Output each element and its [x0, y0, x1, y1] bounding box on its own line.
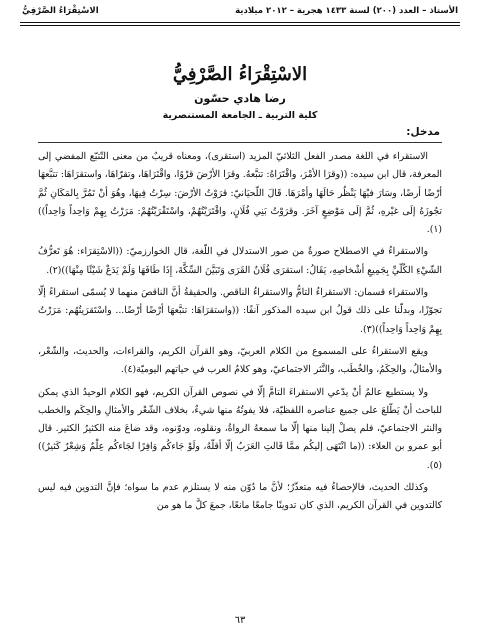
header-rule-thin [20, 25, 460, 26]
body-paragraph: والاستقراء قسمان: الاستقراءُ التامُّ والاستقراءُ الناقص. والحقيقةُ أنَّ الناقصَ منهما لا يُسمّى استقراءً إلّا تجوّزًا، وبدلّنا على ذلك قولُ ابن سيده المذكور آنفًا: ((واستقرَاهَا: تتبَّعهَا أرْضًا أرْضًا... واسْتَقرَيتُهُم: مَرَرْتُ بِهِمْ وَاحِداً وَاحِداً))(٣). [38, 287, 442, 335]
author-name: رضا هادي حسّون [194, 92, 286, 105]
running-header [22, 6, 458, 16]
body-paragraph: ولا يستطيع عالمٌ أنْ يدّعي الاستقراءَ التامَّ إلّا في نصوص القرآن الكريم، فهو الكلام الوحيدُ الذي يمكن للباحث أنْ يَطّلعَ على جميع عناصره اللفظيّة، فلا يفوتُهُ منها شيءٌ، بخلاف الشّعْر والأمثالِ والحِكَم والخطب والنثر الاجتماعيّ، فلم يصلْ إلينا منها إلّا ما سمعهُ الرواةُ، ونقلوه، ودوّنوه، وقد ضاعَ منه الكثيرُ الكثير. قال أبو عمرو بن العلاء: ((ما انْتَهَى إليكُم ممَّا قَالتِ العَرَبُ إلّا أقلّهُ، ولَوْ جَاءكُم وَافِرًا لجَاءكُم عِلْمٌ وَشِعْرٌ كَثيرٌ))(٥). [38, 386, 442, 471]
body-paragraph: الاستقراء في اللغة مصدر الفعل الثلاثيّ المزيد (استقرى)، ومعناه قريبٌ من معنى التّتبّع المفضي إلى المعرفة، قال ابن سيده: ((وقرَا الأمْرَ، واقْتَرَاهُ: تتبَّعهُ. وقرَا الأرْضَ قرْوًا، واقْتَرَاهَا، وتقرّاهَا، واستقرَاهَا: تتبَّعهَا أرْضًا أرضًا، وسَارَ فيْهَا يَنْظُر حَالَهَا وأمْرَهَا. قَالَ اللّحيَانيّ: قرَوْتُ الأرْضَ: سِرْتُ فِيهَا، وهُوَ أنْ تَمُرَّ بِالمَكَانِ ثُمَّ تجُوزَهُ إلَى غيْرهِ، ثُمَّ إلَى مَوْضِعٍ آخَرَ. وقرَوْتُ بَنِي فُلَانٍ، واقْتَرَيْتُهُمْ، واسْتَقْرَيْتُهُمْ: مَرَرْتُ بِهِمْ وَاحِداً وَاحِداً))(١). [38, 151, 442, 236]
article-title: الاسْتِقْرَاءُ الصَّرْفِيُّ [172, 64, 308, 85]
section-heading: مدخل: [406, 126, 440, 138]
header-rule [20, 22, 460, 23]
running-header-article: الاسْتِقْرَاءُ الصَّرْفِيُّ [22, 6, 99, 16]
article-body [38, 148, 442, 520]
body-paragraph: ويقع الاستقراءُ على المسموع من الكلام العربيّ، وهو القرآن الكريم، والقراءات، والحديث، والشّعْر، والأمثالُ، والحِكَمُ، والخُطَب، والنَّثر الاجتماعيّ، وهو كلامُ العرب في حياتهم اليوميّة(٤). [38, 345, 442, 376]
author-affiliation: كلية التربية ـ الجامعة المستنصرية [162, 110, 318, 121]
page-number: ٦٣ [234, 615, 246, 626]
body-paragraph: والاستقراءُ في الاصطلاح صورةٌ من صور الاستدلال في اللّغة، قال الخوارزميّ: ((الاسْتِقرَاء: هُوَ تَعرُّفُ الشّيْءِ الكُلّيِّ بِجَمِيعِ أشْخاصِهِ، يَقَالُ: استقرَى فُلَانٌ القَرَى وَتَبَيَّنَ السِّكَّةَ، إِذَا طَافَهَا وَلَمْ يَدَعْ شَيْئًا مِنْهَا))(٢). [38, 246, 442, 276]
section-heading-rule [38, 142, 442, 143]
running-header-journal: الأستاذ – العدد (٢٠٠) لسنة ١٤٣٣ هجرية – ٢٠١٢ ميلادية [235, 6, 458, 16]
body-paragraph: وكذلك الحديث، فالإحصاءُ فيه متعذّرٌ؛ لأنَّ ما دُوّن منه لا يستلزم عدم ما سواه؛ فإنَّ التدوين فيه ليس كالتدوين في القرآن الكريم، الذي كان تدوينًا جامعًا مانعًا، جمعَ كلَّ ما هو من [38, 482, 442, 512]
